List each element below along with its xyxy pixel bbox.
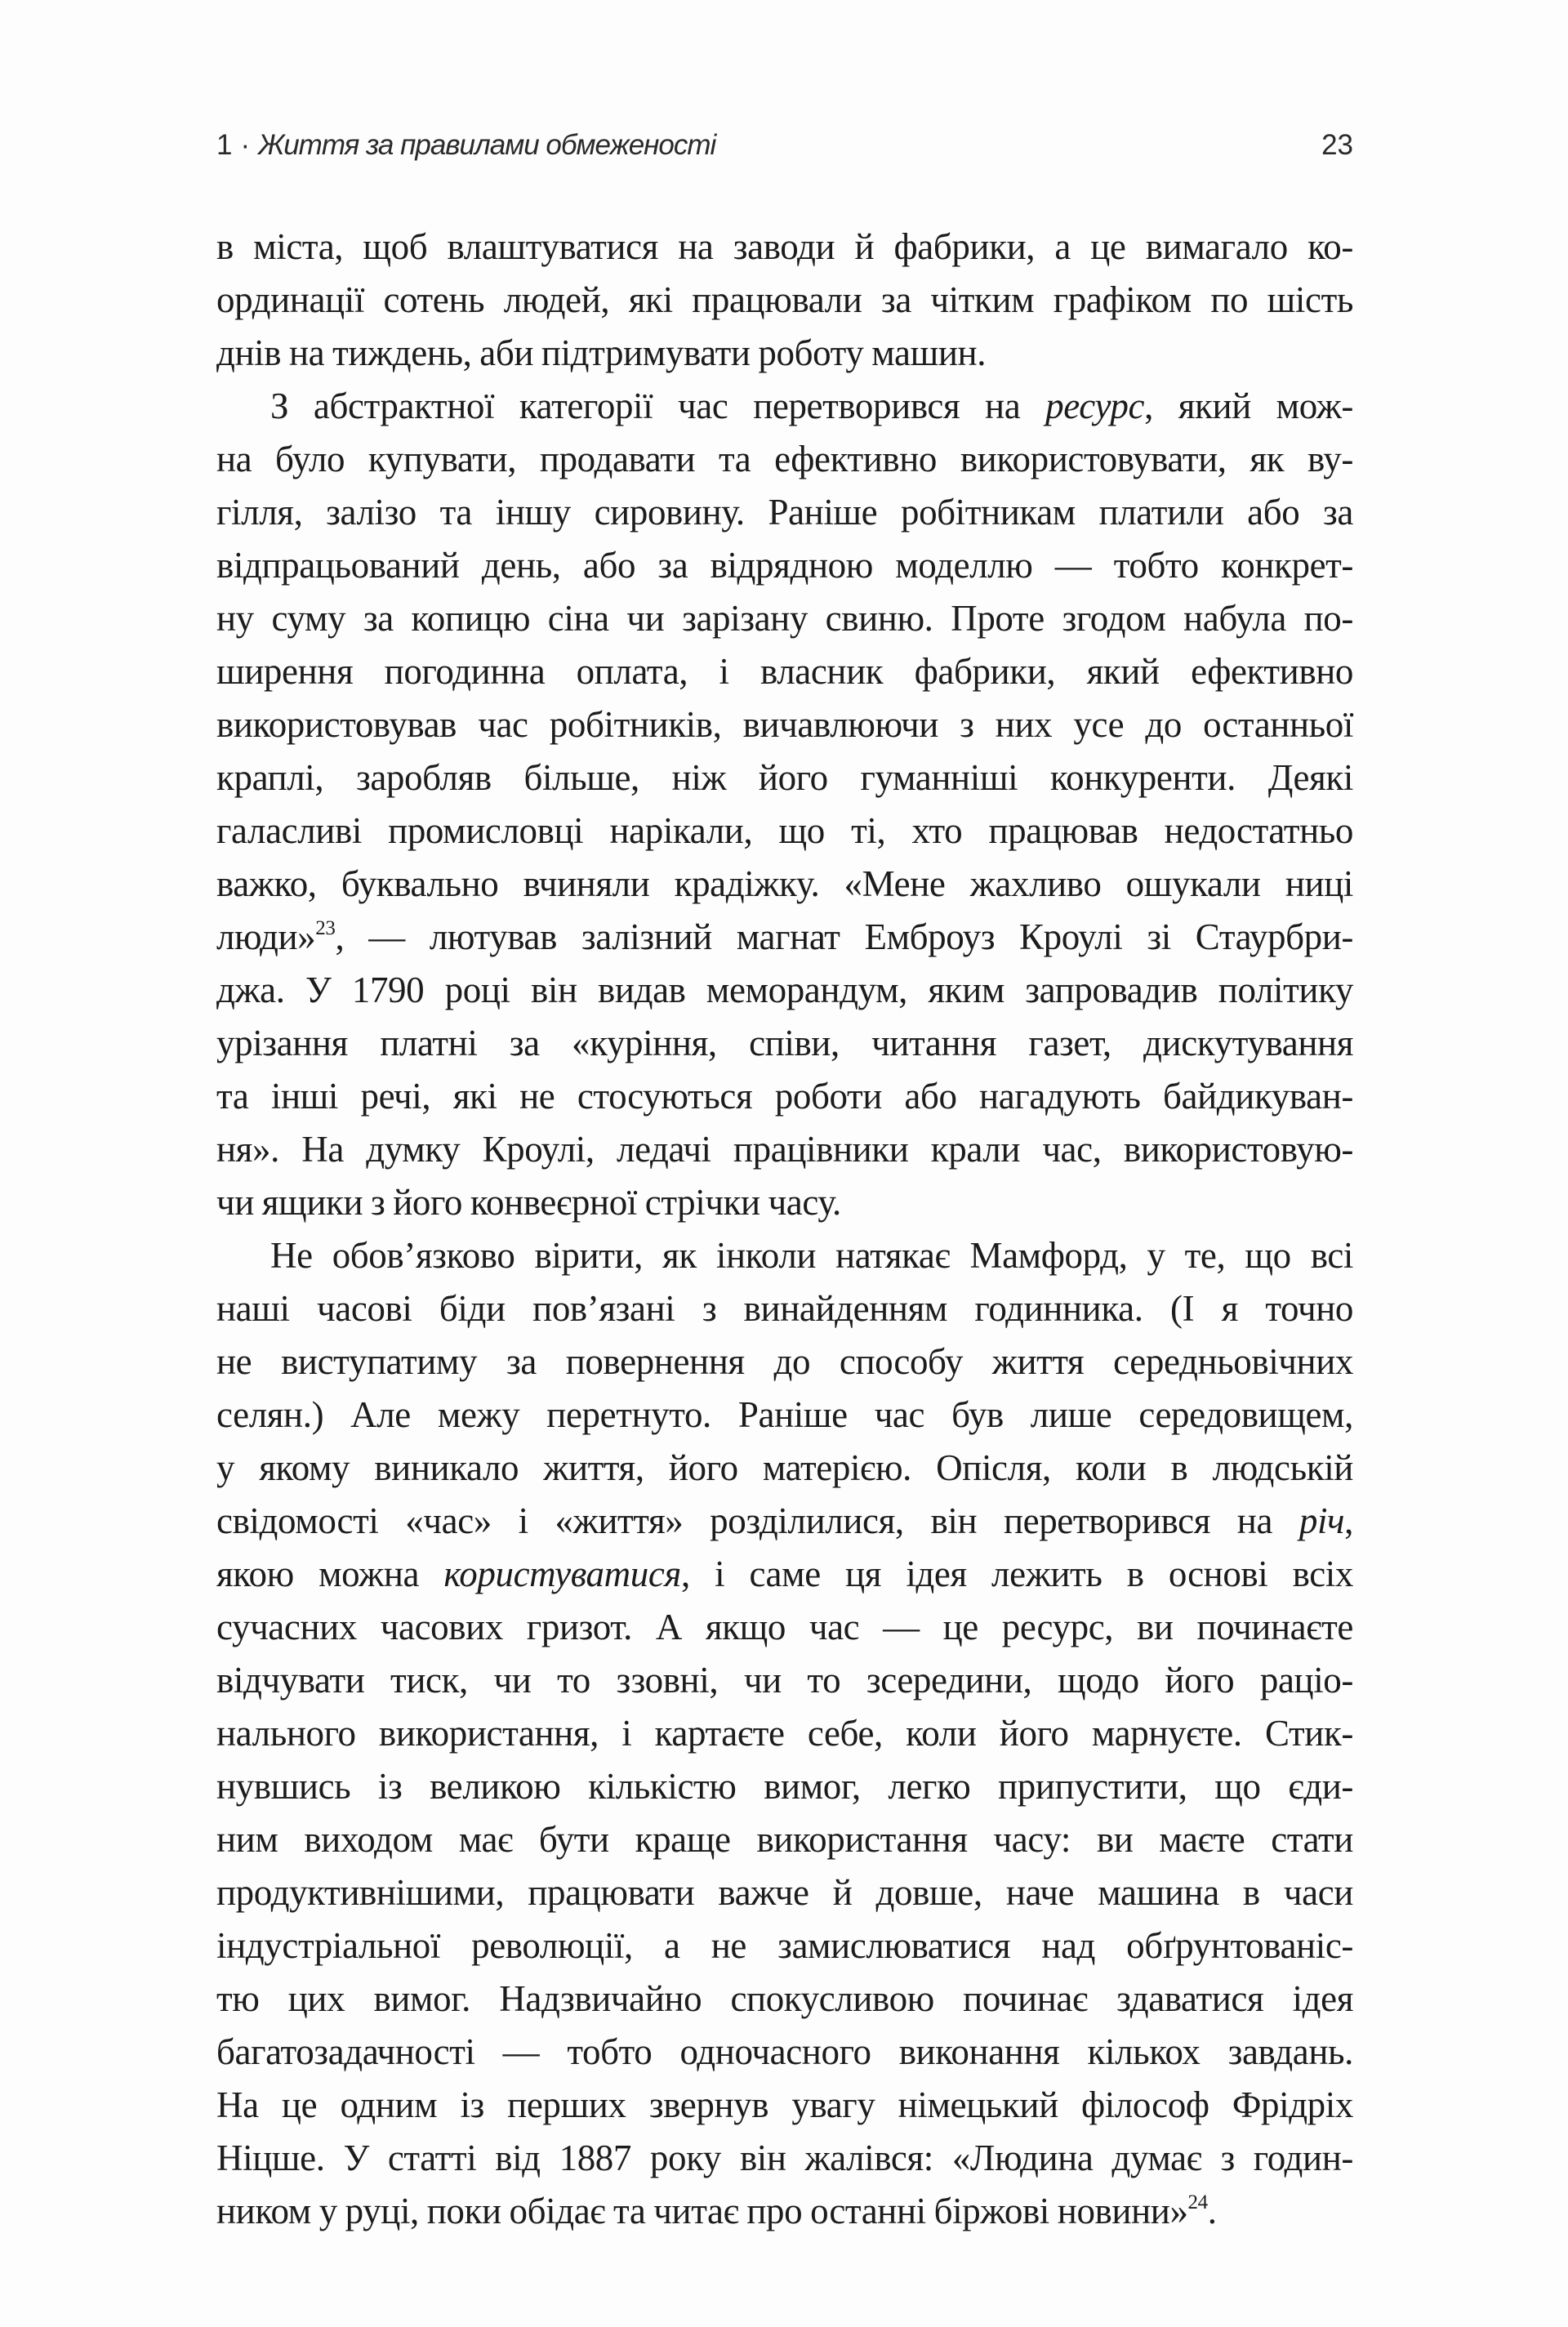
line-text: якою можна	[216, 1554, 444, 1594]
text-line	[216, 592, 1353, 645]
line-text: краплі, заробляв більше, ніж його гуманніші конкуренти. Деякі	[216, 757, 1353, 798]
footnote-marker[interactable]: 24	[1187, 2191, 1208, 2213]
line-text: днів на тиждень, аби підтримувати роботу машин.	[216, 332, 987, 373]
line-text: Не обов’язково вірити, як інколи натякає Мамфорд, у те, що всі	[270, 1235, 1353, 1276]
text-line	[216, 2026, 1353, 2079]
line-text: .	[1207, 2191, 1217, 2231]
text-line	[216, 1495, 1353, 1548]
emphasized-word: користуватися	[443, 1554, 681, 1594]
text-line	[216, 2079, 1353, 2132]
line-text: свідомості «час» і «життя» розділилися, він перетворився на	[216, 1500, 1299, 1541]
text-line	[216, 1813, 1353, 1866]
text-line	[216, 486, 1353, 539]
line-text: сучасних часових гризот. А якщо час — це ресурс, ви починаєте	[216, 1607, 1353, 1647]
line-text: галасливі промисловці нарікали, що ті, хто працював недостатньо	[216, 810, 1353, 851]
text-line	[216, 1707, 1353, 1760]
text-line	[216, 1123, 1353, 1176]
text-line	[216, 327, 1353, 380]
line-text: ником у руці, поки обідає та читає про останні біржові новини»	[216, 2191, 1188, 2231]
separator-dot: ·	[240, 129, 251, 161]
line-text: ординації сотень людей, які працювали за чітким графіком по шість	[216, 279, 1353, 320]
line-text: , — лютував залізний магнат Емброуз Кроулі зі Стаурбри-	[335, 916, 1353, 957]
body-text	[216, 221, 1353, 2238]
emphasized-word: ресурс	[1045, 386, 1145, 426]
line-text: використовував час робітників, вичавлюючи з них усе до останньої	[216, 704, 1353, 745]
line-text: багатозадачності — тобто одночасного виконання кількох завдань.	[216, 2031, 1353, 2072]
text-line	[216, 1442, 1353, 1495]
line-text: відчувати тиск, чи то ззовні, чи то зсередини, щодо його раціо-	[216, 1660, 1353, 1701]
line-text: ним виходом має бути краще використання часу: ви маєте стати	[216, 1819, 1353, 1860]
text-line	[216, 805, 1353, 858]
text-line	[216, 1548, 1353, 1601]
line-text: ну суму за копицю сіна чи зарізану свиню. Проте згодом набула по-	[216, 598, 1353, 639]
text-line	[216, 274, 1353, 327]
text-line	[216, 964, 1353, 1017]
line-text: , і саме ця ідея лежить в основі всіх	[680, 1554, 1354, 1594]
running-head	[216, 129, 1353, 170]
text-line	[216, 1282, 1353, 1335]
line-text: урізання платні за «куріння, співи, читання газет, дискутування	[216, 1023, 1353, 1063]
text-line	[216, 2185, 1353, 2238]
text-line	[216, 911, 1353, 964]
line-text: у якому виникало життя, його матерією. Опісля, коли в людській	[216, 1447, 1353, 1488]
chapter-heading	[216, 129, 715, 162]
chapter-number: 1	[216, 129, 233, 161]
line-text: чи ящики з його конвеєрної стрічки часу.	[216, 1182, 841, 1223]
text-line	[216, 858, 1353, 911]
line-text: наші часові біди пов’язані з винайденням годинника. (І я точно	[216, 1288, 1353, 1329]
paragraph-first-line	[216, 380, 1353, 433]
chapter-title: Життя за правилами обмеженості	[258, 129, 716, 161]
text-line	[216, 1176, 1353, 1229]
paragraph-first-line	[216, 1229, 1353, 1282]
text-line	[216, 698, 1353, 751]
text-line	[216, 433, 1353, 486]
text-line	[216, 539, 1353, 592]
line-text: та інші речі, які не стосуються роботи або нагадують байдикуван-	[216, 1076, 1353, 1117]
text-line	[216, 1389, 1353, 1442]
footnote-marker[interactable]: 23	[315, 917, 336, 939]
line-text: гілля, залізо та іншу сировину. Раніше робітникам платили або за	[216, 492, 1353, 533]
text-line	[216, 2132, 1353, 2185]
line-text: джа. У 1790 році він видав меморандум, яким запровадив політику	[216, 970, 1353, 1010]
line-text: люди»	[216, 916, 316, 957]
text-line	[216, 1919, 1353, 1973]
text-line	[216, 1866, 1353, 1919]
line-text: нувшись із великою кількістю вимог, легко припустити, що єди-	[216, 1766, 1353, 1807]
text-line	[216, 221, 1353, 274]
line-text: Ніцше. У статті від 1887 року він жалівся: «Людина думає з годин-	[216, 2138, 1353, 2178]
line-text: відпрацьований день, або за відрядною моделлю — тобто конкрет-	[216, 545, 1353, 586]
text-line	[216, 1017, 1353, 1070]
line-text: не виступатиму за повернення до способу життя середньовічних	[216, 1341, 1353, 1382]
line-text: в міста, щоб влаштуватися на заводи й фабрики, а це вимагало ко-	[216, 226, 1353, 267]
text-line	[216, 1601, 1353, 1654]
line-text: продуктивнішими, працювати важче й довше, наче машина в часи	[216, 1872, 1353, 1913]
line-text: З абстрактної категорії час перетворився на	[270, 386, 1046, 426]
text-line	[216, 1654, 1353, 1707]
line-text: нального використання, і картаєте себе, коли його марнуєте. Стик-	[216, 1713, 1353, 1754]
line-text: ширення погодинна оплата, і власник фабрики, який ефективно	[216, 651, 1353, 692]
line-text: , який мож-	[1144, 386, 1353, 426]
emphasized-word: річ	[1298, 1500, 1345, 1541]
text-line	[216, 1760, 1353, 1813]
line-text: селян.) Але межу перетнуто. Раніше час був лише середовищем,	[216, 1394, 1353, 1435]
text-line	[216, 1973, 1353, 2026]
line-text: важко, буквально вчиняли крадіжку. «Мене жахливо ошукали ниці	[216, 863, 1353, 904]
text-line	[216, 1070, 1353, 1123]
text-line	[216, 645, 1353, 698]
line-text: ,	[1344, 1500, 1353, 1541]
line-text: індустріальної революції, а не замислюватися над обґрунтованіс-	[216, 1925, 1353, 1966]
line-text: ня». На думку Кроулі, ледачі працівники крали час, використовую-	[216, 1129, 1353, 1170]
text-line	[216, 751, 1353, 805]
text-line	[216, 1335, 1353, 1389]
line-text: тю цих вимог. Надзвичайно спокусливою починає здаватися ідея	[216, 1978, 1353, 2019]
page-number: 23	[1321, 129, 1353, 161]
line-text: На це одним із перших звернув увагу німецький філософ Фрідріх	[216, 2084, 1353, 2125]
line-text: на було купувати, продавати та ефективно використовувати, як ву-	[216, 439, 1353, 479]
